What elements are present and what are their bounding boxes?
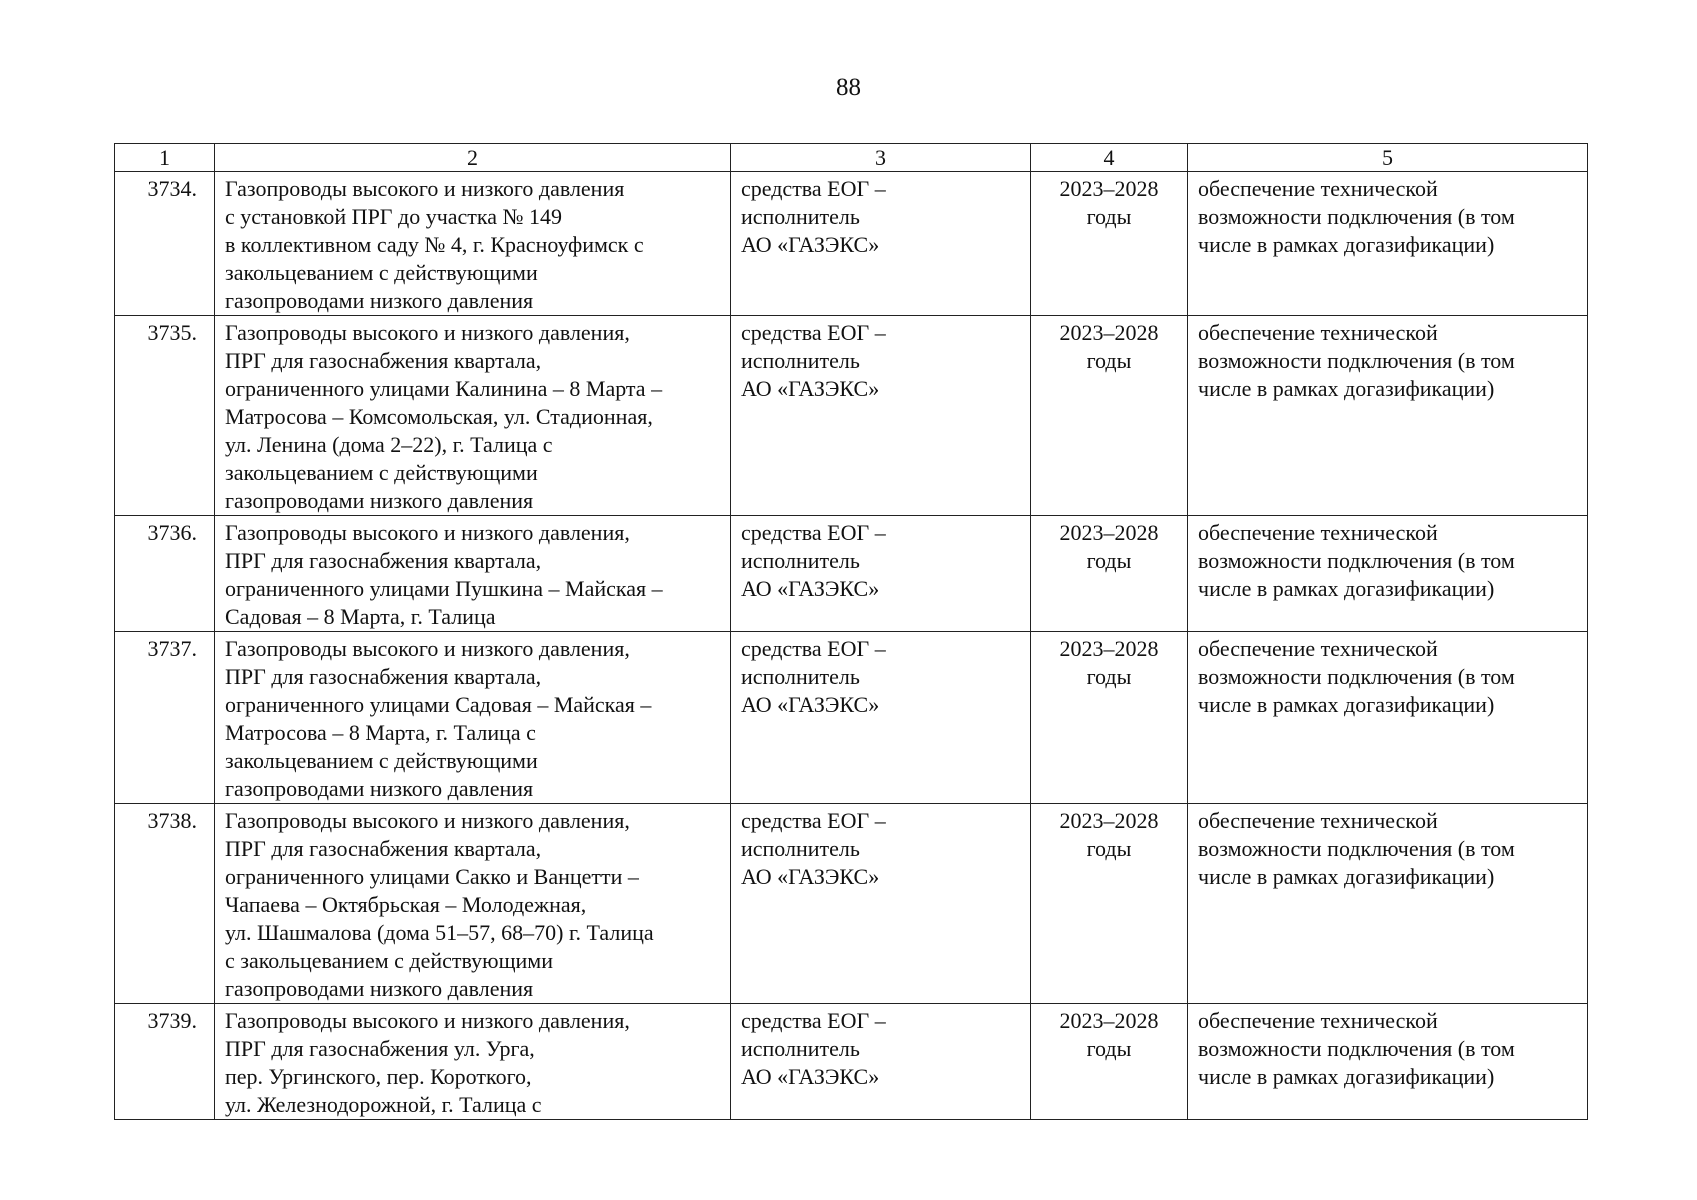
object-description-line: ул. Железнодорожной, г. Талица с [225,1092,542,1117]
expected-result-line: числе в рамках догазификации) [1198,692,1495,717]
funding-source [731,172,1031,316]
funding-source-line: АО «ГАЗЭКС» [741,1064,880,1089]
object-description-line: ул. Ленина (дома 2–22), г. Талица с [225,432,553,457]
funding-source-line: исполнитель [741,348,860,373]
object-description-line: с установкой ПРГ до участка № 149 [225,204,563,229]
row-number: 3736. [115,516,215,632]
column-header-1: 1 [115,144,215,172]
expected-result [1188,804,1588,1004]
expected-result-line: обеспечение технической [1198,320,1438,345]
object-description-line: ПРГ для газоснабжения ул. Урга, [225,1036,535,1061]
object-description-line: газопроводами низкого давления [225,776,534,801]
object-description [215,516,731,632]
object-description-line: Газопроводы высокого и низкого давления, [225,636,630,661]
funding-source-line: средства ЕОГ – [741,1008,886,1033]
header-row [115,144,1588,172]
object-description [215,1004,731,1120]
funding-source-line: средства ЕОГ – [741,320,886,345]
expected-result-line: возможности подключения (в том [1198,348,1515,373]
object-description-line: Газопроводы высокого и низкого давления, [225,1008,630,1033]
object-description-line: Матросова – Комсомольская, ул. Стадионная, [225,404,653,429]
object-description-line: Газопроводы высокого и низкого давления, [225,320,630,345]
row-number: 3739. [115,1004,215,1120]
table-row [115,516,1588,632]
row-number: 3737. [115,632,215,804]
object-description-line: ул. Шашмалова (дома 51–57, 68–70) г. Талица [225,920,654,945]
implementation-period-line: 2023–2028 [1059,520,1159,545]
object-description-line: газопроводами низкого давления [225,288,534,313]
funding-source-line: АО «ГАЗЭКС» [741,864,880,889]
expected-result-line: числе в рамках догазификации) [1198,376,1495,401]
funding-source [731,316,1031,516]
implementation-period-line: 2023–2028 [1059,1008,1159,1033]
implementation-period-line: годы [1086,1036,1132,1061]
row-number: 3738. [115,804,215,1004]
funding-source-line: исполнитель [741,204,860,229]
funding-source [731,804,1031,1004]
object-description [215,804,731,1004]
object-description-line: Газопроводы высокого и низкого давления, [225,808,630,833]
expected-result-line: числе в рамках догазификации) [1198,576,1495,601]
implementation-period [1031,316,1188,516]
funding-source-line: АО «ГАЗЭКС» [741,232,880,257]
object-description-line: ПРГ для газоснабжения квартала, [225,348,542,373]
object-description [215,632,731,804]
table-body [115,172,1588,1120]
column-header-2: 2 [215,144,731,172]
object-description-line: ограниченного улицами Калинина – 8 Марта – [225,376,663,401]
object-description [215,316,731,516]
implementation-period [1031,804,1188,1004]
expected-result-line: обеспечение технической [1198,1008,1438,1033]
expected-result-line: возможности подключения (в том [1198,548,1515,573]
column-header-3: 3 [731,144,1031,172]
funding-source-line: исполнитель [741,548,860,573]
object-description-line: закольцеванием с действующими [225,260,538,285]
object-description-line: ПРГ для газоснабжения квартала, [225,836,542,861]
expected-result [1188,516,1588,632]
table-row [115,316,1588,516]
expected-result-line: обеспечение технической [1198,520,1438,545]
program-table [114,143,1588,1120]
implementation-period [1031,632,1188,804]
expected-result-line: числе в рамках догазификации) [1198,232,1495,257]
expected-result-line: обеспечение технической [1198,636,1438,661]
table-row [115,804,1588,1004]
funding-source-line: АО «ГАЗЭКС» [741,692,880,717]
implementation-period-line: годы [1086,204,1132,229]
funding-source-line: средства ЕОГ – [741,176,886,201]
table-row [115,1004,1588,1120]
object-description-line: Газопроводы высокого и низкого давления [225,176,625,201]
expected-result-line: возможности подключения (в том [1198,664,1515,689]
funding-source-line: исполнитель [741,664,860,689]
expected-result-line: числе в рамках догазификации) [1198,864,1495,889]
implementation-period-line: 2023–2028 [1059,176,1159,201]
row-number: 3734. [115,172,215,316]
implementation-period-line: годы [1086,348,1132,373]
expected-result [1188,1004,1588,1120]
expected-result-line: возможности подключения (в том [1198,1036,1515,1061]
object-description-line: ограниченного улицами Сакко и Ванцетти – [225,864,639,889]
funding-source-line: АО «ГАЗЭКС» [741,376,880,401]
expected-result [1188,316,1588,516]
funding-source-line: АО «ГАЗЭКС» [741,576,880,601]
object-description-line: с закольцеванием с действующими [225,948,554,973]
funding-source-line: исполнитель [741,836,860,861]
expected-result-line: числе в рамках догазификации) [1198,1064,1495,1089]
implementation-period-line: годы [1086,836,1132,861]
object-description-line: пер. Ургинского, пер. Короткого, [225,1064,532,1089]
expected-result-line: возможности подключения (в том [1198,836,1515,861]
object-description-line: в коллективном саду № 4, г. Красноуфимск с [225,232,644,257]
column-header-4: 4 [1031,144,1188,172]
page-number: 88 [836,74,861,101]
funding-source [731,516,1031,632]
implementation-period-line: 2023–2028 [1059,320,1159,345]
funding-source-line: исполнитель [741,1036,860,1061]
funding-source-line: средства ЕОГ – [741,636,886,661]
expected-result-line: возможности подключения (в том [1198,204,1515,229]
funding-source-line: средства ЕОГ – [741,808,886,833]
funding-source [731,632,1031,804]
object-description-line: Матросова – 8 Марта, г. Талица с [225,720,536,745]
table-row [115,172,1588,316]
expected-result-line: обеспечение технической [1198,176,1438,201]
object-description [215,172,731,316]
funding-source-line: средства ЕОГ – [741,520,886,545]
implementation-period [1031,172,1188,316]
implementation-period-line: годы [1086,664,1132,689]
object-description-line: Газопроводы высокого и низкого давления, [225,520,630,545]
object-description-line: закольцеванием с действующими [225,748,538,773]
object-description-line: ограниченного улицами Пушкина – Майская – [225,576,663,601]
object-description-line: газопроводами низкого давления [225,976,534,1001]
object-description-line: газопроводами низкого давления [225,488,534,513]
object-description-line: Садовая – 8 Марта, г. Талица [225,604,496,629]
object-description-line: ПРГ для газоснабжения квартала, [225,664,542,689]
expected-result-line: обеспечение технической [1198,808,1438,833]
table-row [115,632,1588,804]
expected-result [1188,172,1588,316]
column-header-5: 5 [1188,144,1588,172]
object-description-line: закольцеванием с действующими [225,460,538,485]
implementation-period [1031,516,1188,632]
object-description-line: ПРГ для газоснабжения квартала, [225,548,542,573]
implementation-period-line: годы [1086,548,1132,573]
implementation-period [1031,1004,1188,1120]
object-description-line: Чапаева – Октябрьская – Молодежная, [225,892,587,917]
row-number: 3735. [115,316,215,516]
implementation-period-line: 2023–2028 [1059,808,1159,833]
implementation-period-line: 2023–2028 [1059,636,1159,661]
funding-source [731,1004,1031,1120]
expected-result [1188,632,1588,804]
object-description-line: ограниченного улицами Садовая – Майская – [225,692,652,717]
